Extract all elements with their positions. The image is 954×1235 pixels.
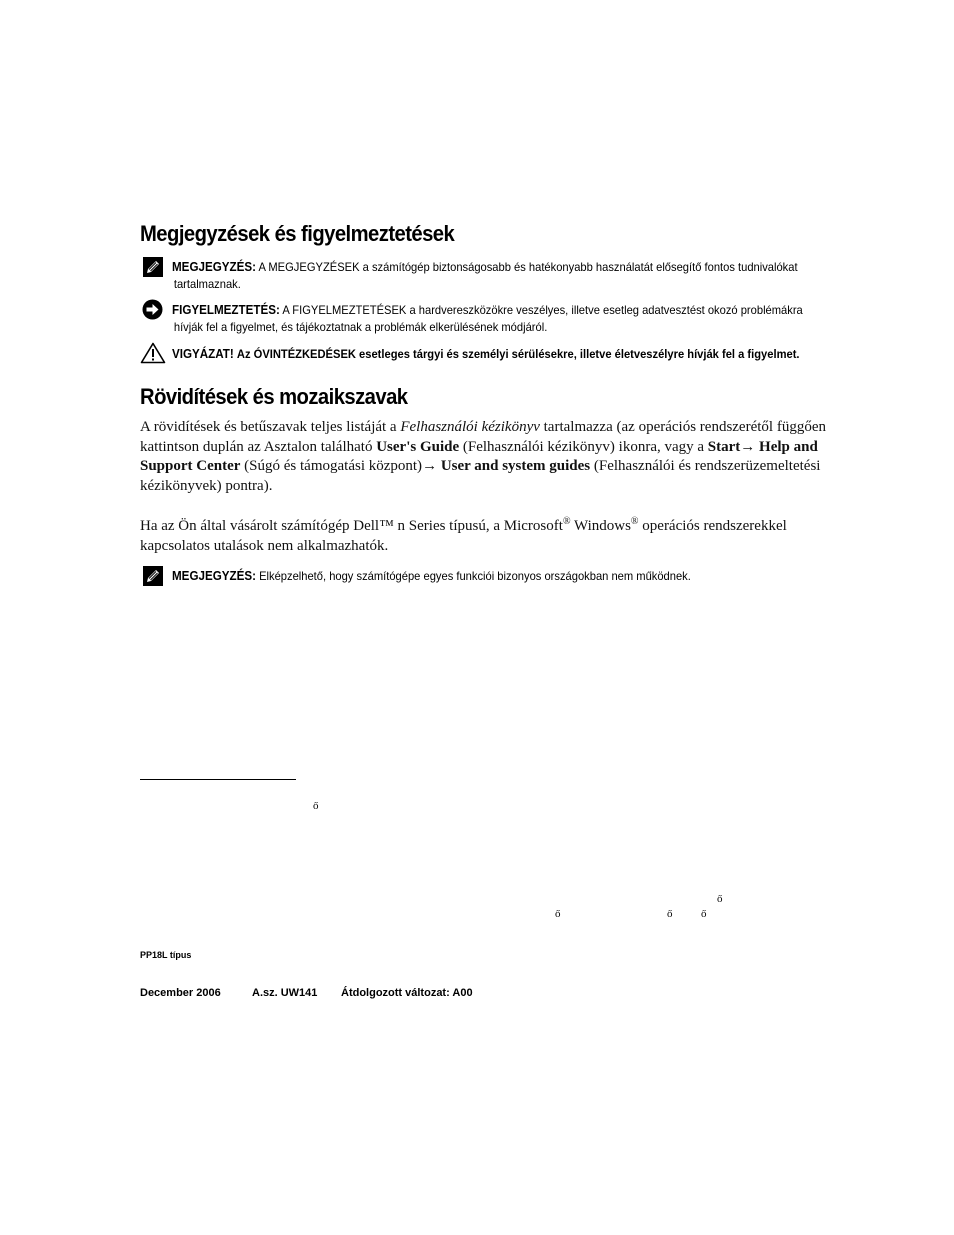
- arrow-right-icon: →: [740, 438, 756, 455]
- abbreviations-paragraph: [140, 418, 826, 496]
- para1-text: kattintson duplán az Asztalon található: [140, 438, 377, 455]
- registered-mark: ®: [562, 516, 571, 527]
- caution-text: Az ÓVINTÉZKEDÉSEK esetleges tárgyi és személyi sérülésekre, illetve életveszélyre hívják fel a figyelmet.: [236, 347, 800, 361]
- notice-text-line2: hívják fel a figyelmet, és tájékoztatnak a problémák elkerülésének módjáról.: [173, 320, 548, 334]
- notice-arrow-icon: [142, 299, 163, 320]
- section-title-abbreviations: Rövidítések és mozaikszavak: [140, 384, 408, 409]
- para1-text: (Felhasználói kézikönyv) ikonra, vagy a: [459, 438, 708, 455]
- footer-revision: Átdolgozott változat: A00: [341, 987, 473, 999]
- stray-glyph: ő: [313, 800, 319, 812]
- section-title-notes: Megjegyzések és figyelmeztetések: [140, 221, 455, 246]
- model-number: PP18L típus: [140, 950, 192, 960]
- note2-label: MEGJEGYZÉS:: [172, 569, 256, 583]
- start-menu-label: Start: [707, 438, 741, 455]
- caution-label: VIGYÁZAT!: [172, 347, 234, 361]
- para1-text: tartalmazza (az operációs rendszerétől függően: [539, 419, 826, 435]
- stray-glyph: ő: [667, 908, 673, 920]
- note-text-line1: A MEGJEGYZÉSEK a számítógép biztonságosabb és hatékonyabb használatát elősegítő fontos tudnivalókat: [258, 260, 798, 274]
- para1-text: (Felhasználói és rendszerüzemeltetési: [590, 458, 821, 474]
- para2-text: Windows: [570, 518, 631, 534]
- para2-text: operációs rendszerekkel: [638, 518, 787, 534]
- pencil-note-icon: [143, 566, 163, 586]
- help-and-support-label: Help and: [755, 438, 818, 455]
- user-manual-title: Felhasználói kézikönyv: [400, 419, 540, 435]
- para1-text: kézikönyvek) pontra).: [140, 477, 273, 494]
- stray-glyph: ő: [717, 893, 723, 905]
- caution-block: [172, 346, 847, 363]
- dell-n-series-paragraph: [140, 512, 787, 556]
- note-label: MEGJEGYZÉS:: [172, 260, 256, 274]
- note2-text: Elképzelhető, hogy számítógépe egyes funkciói bizonyos országokban nem működnek.: [259, 569, 691, 583]
- para1-text: A rövidítések és betűszavak teljes listáját a: [140, 419, 401, 435]
- pencil-note-icon: [143, 257, 163, 277]
- notice-block: [172, 302, 850, 336]
- para2-text: kapcsolatos utalások nem alkalmazhatók.: [140, 537, 389, 554]
- notice-text-line1: A FIGYELMEZTETÉSEK a hardvereszközökre veszélyes, illetve esetleg adatvesztést okozó problémákra: [282, 303, 803, 317]
- footer-divider: [140, 779, 296, 780]
- footer-date: December 2006: [140, 987, 221, 999]
- note-block: [172, 259, 845, 293]
- users-guide-icon-label: User's Guide: [376, 438, 460, 455]
- stray-glyph: ő: [555, 908, 561, 920]
- caution-triangle-icon: [140, 342, 166, 364]
- note-text-line2: tartalmaznak.: [173, 277, 241, 291]
- user-system-guides-label: User and system guides: [437, 458, 591, 474]
- stray-glyph: ő: [701, 908, 707, 920]
- registered-mark: ®: [630, 516, 639, 527]
- para2-text: Ha az Ön által vásárolt számítógép Dell™ n Series típusú, a Microsoft: [140, 518, 563, 534]
- para1-text: (Súgó és támogatási központ): [240, 458, 423, 474]
- arrow-right-icon: →: [422, 458, 438, 474]
- footer-part-number: A.sz. UW141: [252, 987, 318, 999]
- support-center-label: Support Center: [140, 458, 241, 474]
- note2-block: [172, 568, 730, 585]
- notice-label: FIGYELMEZTETÉS:: [172, 303, 280, 317]
